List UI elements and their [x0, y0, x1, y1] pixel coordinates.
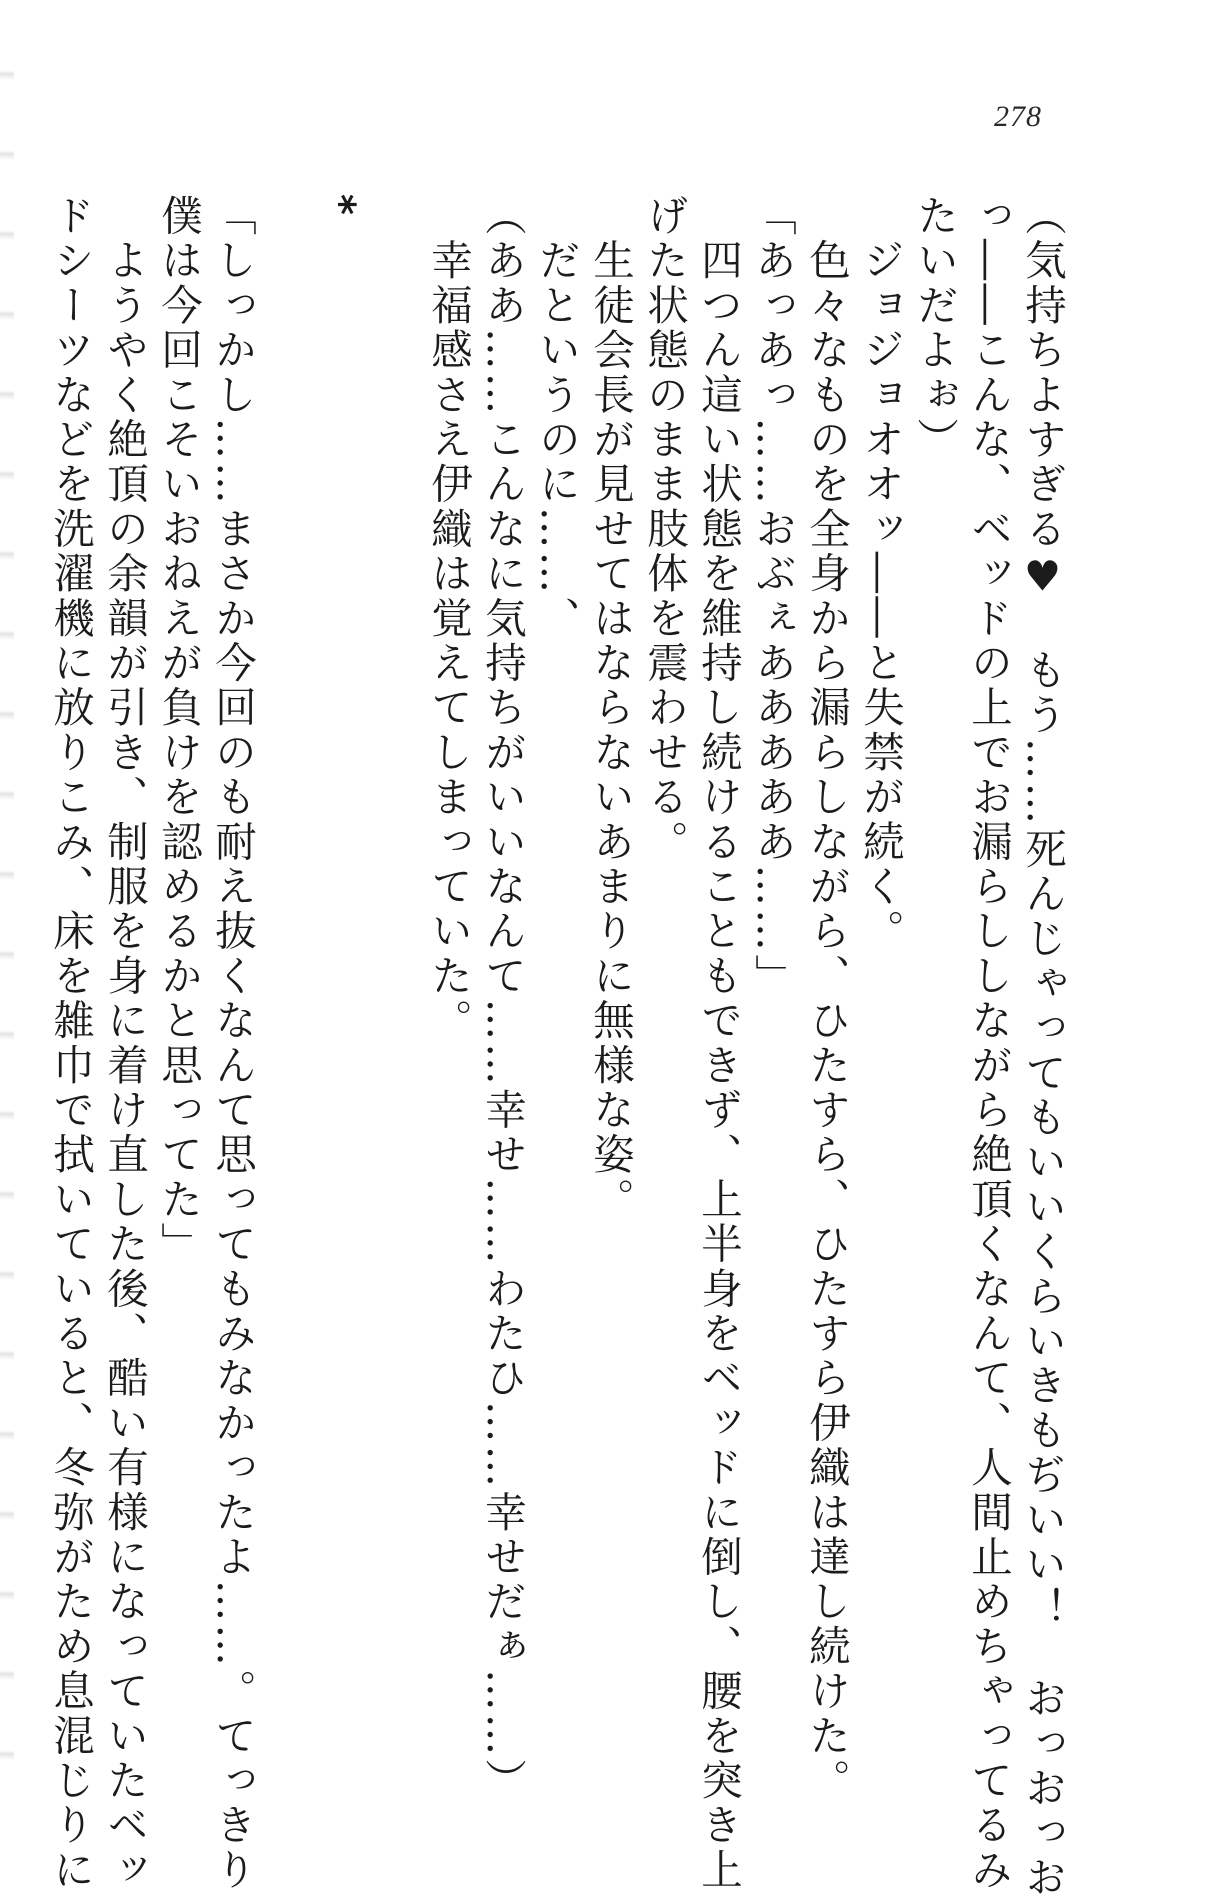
- text-line: 「あっあっ……おぶぇあああああ……」: [748, 194, 797, 999]
- text-line: 僕は今回こそいおねえが負けを認めるかと思ってた」: [154, 194, 203, 1267]
- blank-line: [367, 194, 421, 1624]
- text-line: ジョジョオオッ――と失禁が続く。: [856, 194, 905, 954]
- text-line: っ――こんな、ベッドの上でお漏らししながら絶頂くなんて、人間止めちゃってるみ: [964, 194, 1013, 1893]
- text-line: ドシーツなどを洗濯機に放りこみ、床を雑巾で拭いていると、冬弥がため息混じりに: [46, 194, 95, 1893]
- text-line: 幸福感さえ伊織は覚えてしまっていた。: [424, 194, 473, 1044]
- text-line: 四つん這い状態を維持し続けることもできず、上半身をベッドに倒し、腰を突き上: [694, 194, 743, 1893]
- page-number: 278: [994, 100, 1042, 133]
- vertical-text-body: [43, 194, 1069, 1900]
- text-line: （ああ……こんなに気持ちがいいなんて……幸せ……わたひ……幸せだぁ……）: [478, 194, 527, 1804]
- text-line: 色々なものを全身から漏らしながら、ひたすら、ひたすら伊織は達し続けた。: [802, 194, 851, 1804]
- text-line: 生徒会長が見せてはならないあまりに無様な姿。: [586, 194, 635, 1223]
- text-line: だというのに……、: [532, 194, 581, 641]
- text-line: 「しっかし……まさか今回のも耐え抜くなんて思ってもみなかったよ……。てっきり: [208, 194, 257, 1893]
- text-line: （気持ちよすぎる♥ もう……死んじゃってもいいくらいきもぢいい！ おっおっお: [1018, 194, 1067, 1900]
- text-line: ようやく絶頂の余韻が引き、制服を身に着け直した後、酷い有様になっていたベッ: [100, 194, 149, 1893]
- text-line: たいだよぉ）: [910, 194, 959, 463]
- blank-line: [259, 194, 313, 1624]
- section-break-asterisk: *: [317, 194, 363, 219]
- text-line: げた状態のまま肢体を震わせる。: [640, 194, 689, 865]
- scan-edge-marks: [0, 0, 14, 1768]
